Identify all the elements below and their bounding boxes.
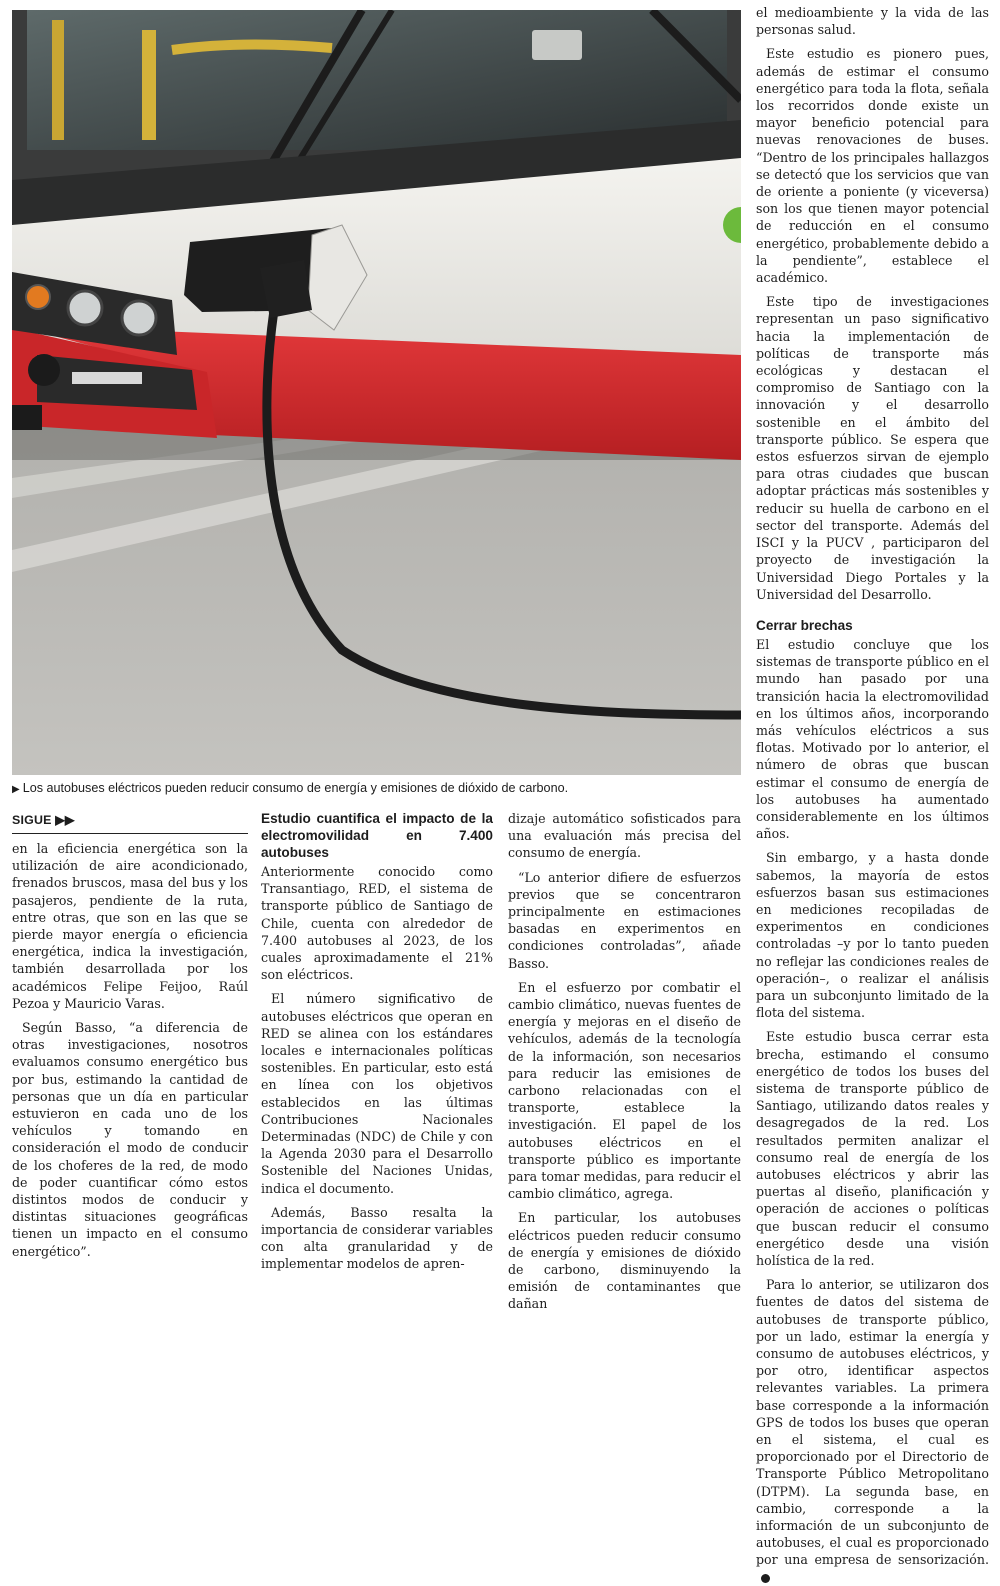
divider (12, 833, 248, 834)
paragraph: Este estudio busca cerrar esta brecha, estimando el consumo energético de todos los buses del sistema de transporte público de Santiago, utilizando datos reales y desagregados de la red. Los resultados permiten analizar el consumo real de energía de los autobuses eléctricos y abrir las puertas al diseño, planificación y operación de acciones o políticas que buscan reducir el consumo energético desde una visión holística de la red. (756, 1029, 989, 1269)
paragraph: el medioambiente y la vida de las personas salud. (756, 5, 989, 38)
paragraph: En el esfuerzo por combatir el cambio climático, nuevas fuentes de energía y mejoras en el diseño de vehículos, además de la tecnología de la información, son necesarios para reducir las emisiones de carbono relacionadas con el transporte, establece la investigación. El papel de los autobuses eléctricos en el transporte público es importante para tomar medidas, para reducir el cambio climático, agrega. (508, 979, 741, 1202)
paragraph: “Lo anterior difiere de esfuerzos previos que se concentraron principalmente en estimaciones basadas en experimentos en condiciones controladas”, añade Basso. (508, 869, 741, 971)
paragraph: Según Basso, “a diferencia de otras investigaciones, nosotros evaluamos consumo energético bus por bus, estimando la cantidad de personas que un día en particular estuvieron en cada uno de los vehículos y tomando en consideración el modo de conducir de los choferes de la red, de modo de poder cuantificar cómo estos distintos modos de conducir y distintas situaciones geográficas tienen un impacto en el consumo energético”. (12, 1020, 248, 1259)
caption-marker-icon: ▶ (12, 784, 20, 795)
article-headline: Estudio cuantifica el impacto de la electromovilidad en 7.400 autobuses (261, 811, 493, 860)
paragraph: Este estudio es pionero pues, además de estimar el consumo energético para toda la flota, señala los recorridos donde existe un mayor beneficio potencial para nuevas renovaciones de buses. “Dentro de los principales hallazgos se detectó que los servicios que van de oriente a poniente (y viceversa) son los que tienen mayor potencial de reducción en el consumo energético, probablemente debido a la pendiente”, establece el académico. (756, 46, 989, 286)
bus-charging-photo (12, 10, 741, 775)
paragraph (756, 1276, 989, 1586)
column-4 (756, 4, 989, 1586)
turn-signal (26, 285, 50, 309)
headlight (122, 301, 156, 335)
headlight (68, 291, 102, 325)
paragraph: Este tipo de investigaciones representan un paso significativo hacia la implementación de políticas de transporte más ecológicas y destacan el compromiso de Santiago con la innovación y el desarrollo sostenible en el ámbito del transporte público. Se espera que estos esfuerzos sirvan de ejemplo para otras ciudades que buscan adoptar prácticas más sostenibles y reducir su huella de carbono en el sector del transporte. Además del ISCI y la PUCV , participaron del proyecto de investigación la Universidad Diego Portales y la Universidad del Desarrollo. (756, 294, 989, 602)
column-1 (12, 840, 248, 1260)
column-2 (261, 810, 493, 1273)
paragraph: en la eficiencia energética son la utilización de aire acondicionado, frenados bruscos, masa del bus y los pasajeros, pendiente de la ruta, entre otras, que son en las que se pierde mayor energía o eficiencia energética, indica la investigación, también desarrollada por los académicos Felipe Feijoo, Raúl Pezoa y Mauricio Varas. (12, 841, 248, 1011)
column-3 (508, 810, 741, 1313)
paragraph: Sin embargo, y a hasta donde sabemos, la mayoría de estos esfuerzos basan sus estimaciones en mediciones recopiladas de experimentos en condiciones controladas –y por lo tanto pueden no reflejar las condiciones reales de operación–, o realizar el análisis para un subconjunto limitado de la flota del sistema. (756, 850, 989, 1021)
paragraph: dizaje automático sofisticados para una evaluación más precisa del consumo de energía. (508, 811, 741, 861)
paragraph: En particular, los autobuses eléctricos pueden reducir consumo de energía y emisiones de dióxido de carbono, disminuyendo la emisión de contaminantes que dañan (508, 1210, 741, 1312)
photo-caption (12, 780, 752, 798)
end-of-article-icon (761, 1574, 770, 1583)
continued-label: SIGUE ▶▶ (12, 813, 75, 827)
paragraph: El estudio concluye que los sistemas de transporte público en el mundo han pasado por una transición hacia la electromovilidad en los últimos años, incorporando más vehículos eléctricos a sus flotas. Motivado por lo anterior, el número de obras que buscan estimar el consumo de energía de los autobuses ha aumentado considerablemente en los últimos años. (756, 636, 989, 842)
paragraph: Además, Basso resalta la importancia de considerar variables con alta granularidad y de implementar modelos de apren- (261, 1204, 493, 1272)
section-subhead: Cerrar brechas (756, 617, 853, 633)
paragraph-text: Para lo anterior, se utilizaron dos fuentes de datos del sistema de autobuses de transporte público, por un lado, estimar la energía y consumo de autobuses eléctricos, y por otro, identificar aspectos relevantes variables. La primera base corresponde a la información GPS de todos los buses que operan en el sistema, el cual es proporcionado por el Directorio de Transporte Público Metropolitano (DTPM). La segunda base, en cambio, corresponde a la información de un subconjunto de autobuses, el cual es proporcionado por una empresa de sensorización. (756, 1277, 989, 1568)
paragraph: Anteriormente conocido como Transantiago, RED, el sistema de transporte público de Santiago de Chile, cuenta con alrededor de 7.400 autobuses al 2023, de los cuales aproximadamente el 21% son eléctricos. (261, 864, 493, 983)
paragraph: El número significativo de autobuses eléctricos que operan en RED se alinea con los estándares locales e internacionales políticas sostenibles. En particular, esto está en línea con los objetivos establecidos en las últimas Contribuciones Nacionales Determinadas (NDC) de Chile y con la Agenda 2030 para el Desarrollo Sostenible del Naciones Unidas, indica el documento. (261, 991, 493, 1196)
caption-text: Los autobuses eléctricos pueden reducir consumo de energía y emisiones de dióxido de carbono. (22, 781, 569, 795)
